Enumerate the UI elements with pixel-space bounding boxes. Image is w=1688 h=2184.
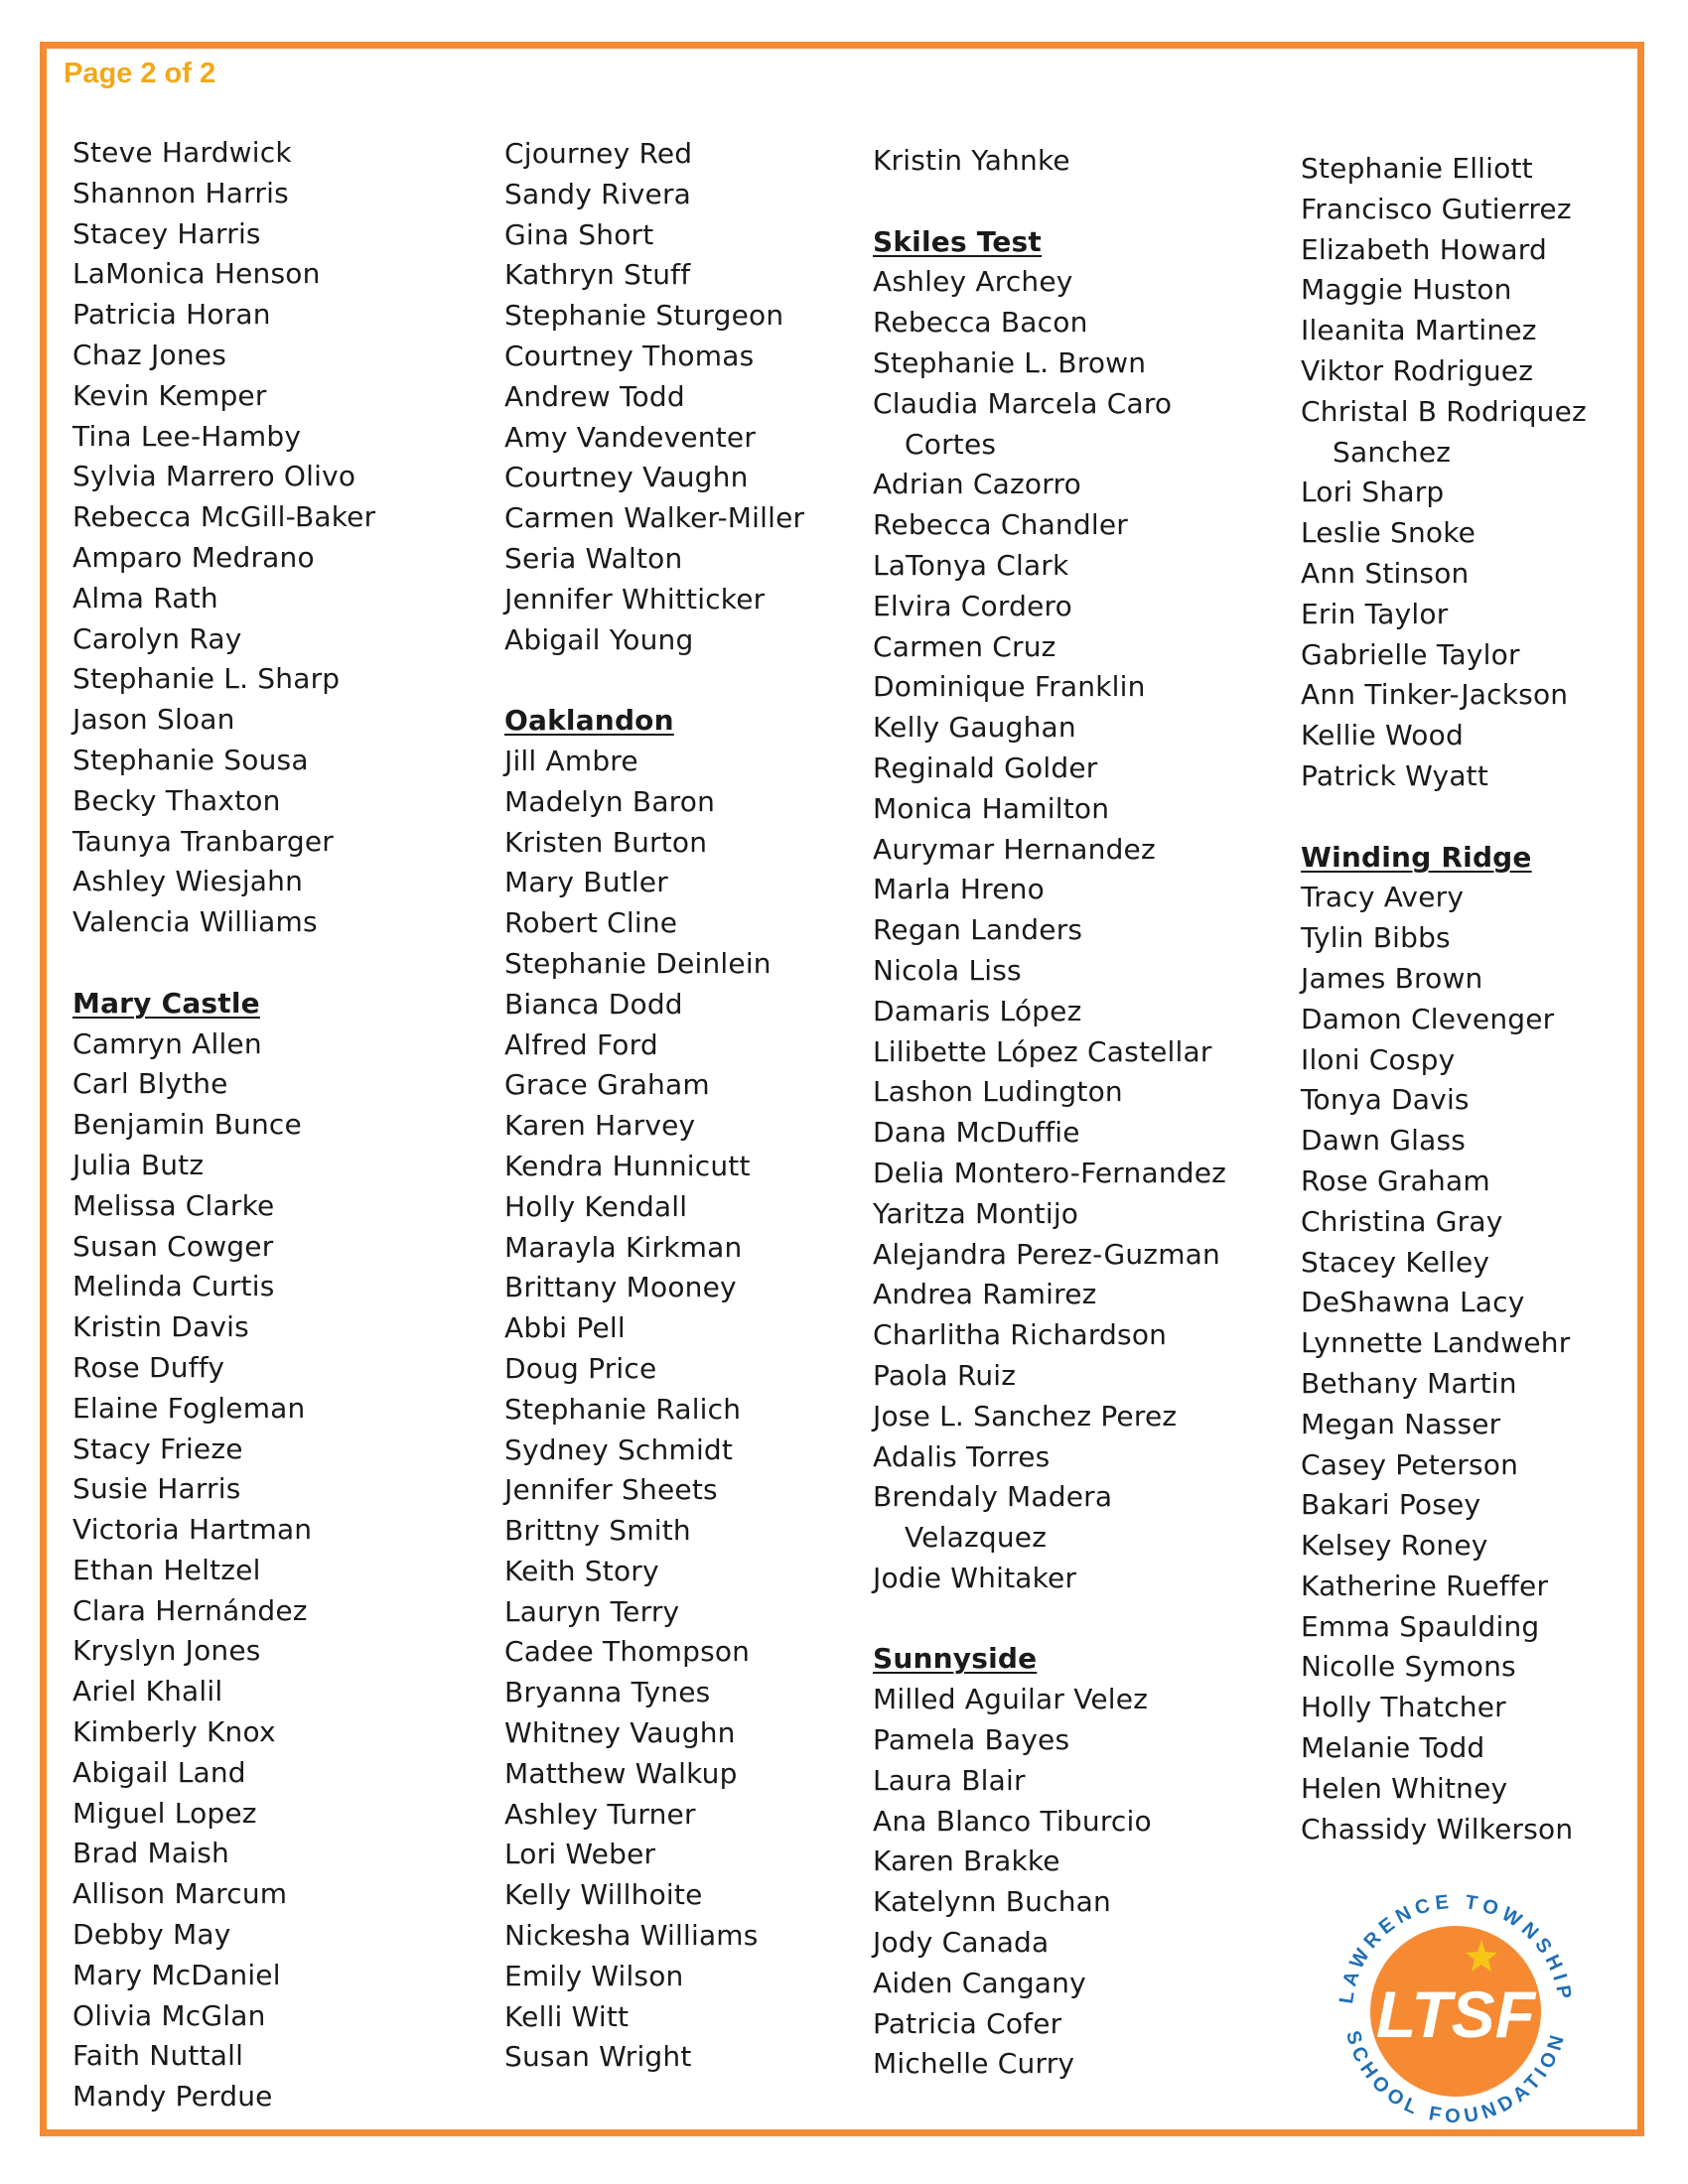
name-item: Stacey Kelley (1301, 1245, 1490, 1279)
name-item: Elvira Cordero (873, 589, 1072, 622)
name-item: Lynnette Landwehr (1301, 1326, 1571, 1360)
name-item: Faith Nuttall (72, 2039, 244, 2073)
name-item: Tylin Bibbs (1301, 921, 1451, 955)
name-item: Kelly Willhoite (504, 1878, 703, 1912)
name-item: Bethany Martin (1301, 1366, 1517, 1400)
name-item: Doug Price (504, 1351, 657, 1385)
name-item: Kryslyn Jones (72, 1634, 261, 1668)
name-item: Jose L. Sanchez Perez (873, 1399, 1178, 1433)
name-item: Dominique Franklin (873, 670, 1146, 704)
name-item: Abigail Young (504, 622, 694, 656)
name-item: Francisco Gutierrez (1301, 192, 1572, 225)
name-item: Emma Spaulding (1301, 1609, 1540, 1643)
name-item: Brendaly Madera (873, 1480, 1113, 1514)
name-item: Helen Whitney (1301, 1771, 1508, 1805)
name-item: Mandy Perdue (72, 2080, 273, 2114)
name-item: Jason Sloan (72, 703, 235, 737)
name-item: Emily Wilson (504, 1959, 684, 1992)
name-item: Dawn Glass (1301, 1124, 1467, 1158)
name-item: Melanie Todd (1301, 1731, 1485, 1765)
name-item: Alma Rath (72, 581, 218, 614)
name-item: Ana Blanco Tiburcio (873, 1804, 1152, 1838)
name-item: Kristin Davis (72, 1310, 249, 1344)
name-item: Carl Blythe (72, 1067, 228, 1101)
name-item: Valencia Williams (72, 905, 318, 939)
name-item: Claudia Marcela Caro (873, 386, 1173, 420)
name-item: Ann Stinson (1301, 556, 1470, 590)
name-item: Kimberly Knox (72, 1715, 276, 1749)
name-item: Amy Vandeventer (504, 420, 757, 454)
name-item: Allison Marcum (72, 1877, 288, 1911)
name-item: Shannon Harris (72, 176, 289, 209)
name-item: Patricia Cofer (873, 2006, 1062, 2040)
school-heading: Mary Castle (72, 986, 260, 1020)
name-item: Tonya Davis (1301, 1083, 1470, 1117)
name-item: Ashley Turner (504, 1797, 696, 1831)
name-item: Steve Hardwick (72, 136, 292, 169)
name-item: Marla Hreno (873, 873, 1045, 906)
name-column-1 (72, 133, 375, 2117)
name-item: Charlitha Richardson (873, 1318, 1168, 1352)
section-gap (504, 660, 804, 701)
name-item: Matthew Walkup (504, 1756, 738, 1790)
name-item: Susie Harris (72, 1472, 241, 1506)
name-item: Paola Ruiz (873, 1358, 1017, 1392)
name-item: Monica Hamilton (873, 791, 1110, 825)
name-item: Michelle Curry (873, 2047, 1075, 2081)
name-item: Grace Graham (504, 1068, 710, 1102)
name-item: Robert Cline (504, 906, 678, 940)
name-item: Bakari Posey (1301, 1488, 1481, 1522)
name-item: Kelly Gaughan (873, 711, 1076, 745)
name-item: Keith Story (504, 1554, 659, 1587)
name-item: Melissa Clarke (72, 1188, 275, 1222)
name-item: Julia Butz (72, 1148, 205, 1181)
name-item: Sandy Rivera (504, 177, 692, 210)
logo-ring-bottom: SCHOOL FOUNDATION (1340, 2028, 1571, 2128)
name-item: Rose Graham (1301, 1163, 1490, 1197)
name-item: Sylvia Marrero Olivo (72, 460, 356, 493)
name-item: Dana McDuffie (873, 1116, 1080, 1150)
name-item: Carmen Walker-Miller (504, 501, 805, 535)
name-item: Viktor Rodriguez (1301, 353, 1534, 387)
name-item: Courtney Thomas (504, 339, 755, 372)
section-gap (873, 1599, 1226, 1640)
name-item: Susan Cowger (72, 1229, 274, 1263)
name-item: Jennifer Sheets (504, 1473, 718, 1507)
name-item: Damon Clevenger (1301, 1002, 1555, 1035)
section-gap (1301, 797, 1587, 838)
name-item: Stephanie Ralich (504, 1392, 742, 1426)
name-item: Kristin Yahnke (873, 144, 1070, 177)
name-item: Camryn Allen (72, 1026, 262, 1060)
name-item: Becky Thaxton (72, 783, 281, 817)
name-item: Katherine Rueffer (1301, 1569, 1549, 1602)
section-gap (72, 943, 375, 984)
name-item: Cortes (905, 427, 997, 461)
name-item: Kathryn Stuff (504, 258, 691, 292)
name-item: Karen Brakke (873, 1844, 1060, 1878)
name-item: Abigail Land (72, 1755, 246, 1789)
name-item: Brittany Mooney (504, 1271, 737, 1304)
name-item: Sydney Schmidt (504, 1433, 734, 1466)
name-column-3 (873, 141, 1226, 2085)
name-item: Miguel Lopez (72, 1796, 257, 1830)
name-item: Rebecca Chandler (873, 508, 1128, 542)
name-item: Chaz Jones (72, 338, 227, 371)
name-item: Nicola Liss (873, 953, 1022, 987)
school-heading: Skiles Test (873, 224, 1043, 258)
name-item: Carolyn Ray (72, 621, 242, 655)
name-item: Brad Maish (72, 1837, 229, 1870)
name-item: Gina Short (504, 217, 654, 251)
name-item: Stephanie Elliott (1301, 152, 1533, 185)
name-item: Kelsey Roney (1301, 1529, 1488, 1563)
name-item: Lauryn Terry (504, 1594, 680, 1628)
name-item: Jodie Whitaker (873, 1561, 1077, 1594)
name-item: Whitney Vaughn (504, 1716, 736, 1750)
school-heading: Sunnyside (873, 1642, 1038, 1676)
name-item: James Brown (1301, 961, 1483, 995)
name-item: Gabrielle Taylor (1301, 637, 1520, 671)
name-item: Andrea Ramirez (873, 1278, 1097, 1311)
name-item: Mary Butler (504, 866, 668, 899)
name-item: Stephanie Sturgeon (504, 299, 784, 333)
name-item: Seria Walton (504, 541, 683, 575)
school-heading: Oaklandon (504, 704, 674, 738)
name-item: Nicolle Symons (1301, 1650, 1516, 1684)
name-item: Milled Aguilar Velez (873, 1683, 1149, 1716)
name-item: Velazquez (905, 1521, 1048, 1555)
name-item: Tracy Avery (1301, 881, 1465, 914)
logo-abbr: LTSF (1375, 1978, 1536, 2051)
name-item: Cjourney Red (504, 137, 693, 170)
name-item: Melinda Curtis (72, 1270, 275, 1303)
name-item: Sanchez (1333, 435, 1452, 469)
name-item: Alfred Ford (504, 1027, 658, 1061)
name-item: Lashon Ludington (873, 1075, 1123, 1109)
name-item: Madelyn Baron (504, 784, 716, 818)
name-item: Jennifer Whitticker (504, 582, 766, 615)
name-item: Bryanna Tynes (504, 1676, 711, 1709)
name-item: Stephanie Deinlein (504, 946, 772, 980)
name-item: Nickesha Williams (504, 1919, 759, 1953)
name-item: Cadee Thompson (504, 1635, 751, 1669)
name-item: Olivia McGlan (72, 1998, 266, 2032)
name-item: Patricia Horan (72, 298, 271, 332)
name-item: Maggie Huston (1301, 273, 1512, 307)
name-item: Andrew Todd (504, 379, 685, 413)
name-item: Abbi Pell (504, 1311, 626, 1345)
name-item: Bianca Dodd (504, 987, 683, 1021)
name-item: Kristen Burton (504, 825, 708, 859)
name-item: Clara Hernández (72, 1593, 308, 1627)
name-item: Damaris López (873, 994, 1082, 1027)
name-item: Kevin Kemper (72, 378, 267, 412)
name-item: Elaine Fogleman (72, 1391, 306, 1425)
name-item: Casey Peterson (1301, 1447, 1519, 1481)
name-item: Stacey Harris (72, 216, 261, 250)
name-item: Victoria Hartman (72, 1513, 313, 1547)
name-item: Adalis Torres (873, 1439, 1051, 1473)
name-item: LaMonica Henson (72, 257, 321, 291)
name-item: Elizabeth Howard (1301, 232, 1547, 266)
name-item: Ashley Wiesjahn (72, 865, 304, 898)
name-item: Adrian Cazorro (873, 468, 1081, 501)
name-item: Stephanie L. Brown (873, 345, 1147, 379)
name-item: Stephanie Sousa (72, 743, 309, 776)
name-item: Leslie Snoke (1301, 516, 1477, 550)
name-item: Ethan Heltzel (72, 1553, 261, 1586)
name-item: Susan Wright (504, 2040, 692, 2074)
page-label: Page 2 of 2 (64, 58, 216, 89)
name-item: LaTonya Clark (873, 548, 1069, 582)
name-item: Regan Landers (873, 913, 1083, 947)
name-item: Debby May (72, 1918, 231, 1952)
name-item: Reginald Golder (873, 751, 1098, 784)
name-item: Yaritza Montijo (873, 1196, 1079, 1230)
name-item: Christal B Rodriquez (1301, 394, 1587, 428)
name-item: Lori Weber (504, 1838, 656, 1871)
name-item: Iloni Cospy (1301, 1042, 1456, 1076)
name-item: Alejandra Perez-Guzman (873, 1237, 1220, 1271)
school-heading: Winding Ridge (1301, 840, 1532, 874)
name-item: Taunya Tranbarger (72, 824, 335, 858)
ltsf-logo (1323, 1878, 1589, 2144)
name-item: Kelli Witt (504, 1999, 630, 2033)
name-item: Ashley Archey (873, 265, 1073, 299)
name-item: Rebecca McGill-Baker (72, 500, 376, 534)
name-item: Erin Taylor (1301, 597, 1449, 630)
name-item: Ileanita Martinez (1301, 314, 1537, 347)
name-item: Jill Ambre (504, 744, 638, 777)
name-item: Holly Kendall (504, 1189, 688, 1223)
name-item: Kellie Wood (1301, 719, 1464, 752)
name-item: Courtney Vaughn (504, 461, 749, 494)
name-item: Amparo Medrano (72, 540, 315, 574)
name-item: Aiden Cangany (873, 1966, 1086, 1999)
name-item: Megan Nasser (1301, 1407, 1501, 1440)
name-item: Marayla Kirkman (504, 1230, 743, 1264)
name-item: DeShawna Lacy (1301, 1286, 1525, 1319)
name-item: Christina Gray (1301, 1204, 1503, 1238)
name-item: Laura Blair (873, 1763, 1026, 1797)
name-item: Karen Harvey (504, 1109, 696, 1143)
name-item: Patrick Wyatt (1301, 758, 1489, 792)
name-item: Rose Duffy (72, 1350, 225, 1384)
name-item: Mary McDaniel (72, 1958, 281, 1991)
name-column-4 (1301, 149, 1587, 1849)
name-item: Tina Lee-Hamby (72, 419, 302, 453)
name-item: Ariel Khalil (72, 1675, 223, 1708)
name-item: Kendra Hunnicutt (504, 1149, 751, 1182)
logo-ring-top: LAWRENCE TOWNSHIP (1336, 1890, 1576, 2005)
name-item: Lori Sharp (1301, 476, 1445, 509)
name-item: Brittny Smith (504, 1514, 691, 1548)
name-item: Carmen Cruz (873, 629, 1056, 663)
name-item: Lilibette López Castellar (873, 1034, 1212, 1068)
name-item: Holly Thatcher (1301, 1691, 1506, 1724)
name-column-2 (504, 134, 804, 2078)
name-item: Rebecca Bacon (873, 306, 1088, 340)
name-item: Delia Montero-Fernandez (873, 1156, 1227, 1189)
name-item: Stephanie L. Sharp (72, 662, 341, 696)
section-gap (873, 182, 1226, 222)
name-item: Jody Canada (873, 1926, 1050, 1960)
name-item: Chassidy Wilkerson (1301, 1812, 1574, 1845)
name-item: Katelynn Buchan (873, 1885, 1111, 1919)
name-item: Benjamin Bunce (72, 1108, 302, 1142)
name-item: Aurymar Hernandez (873, 832, 1156, 866)
name-item: Stacy Frieze (72, 1432, 243, 1465)
name-item: Pamela Bayes (873, 1723, 1070, 1757)
name-item: Ann Tinker-Jackson (1301, 678, 1569, 712)
